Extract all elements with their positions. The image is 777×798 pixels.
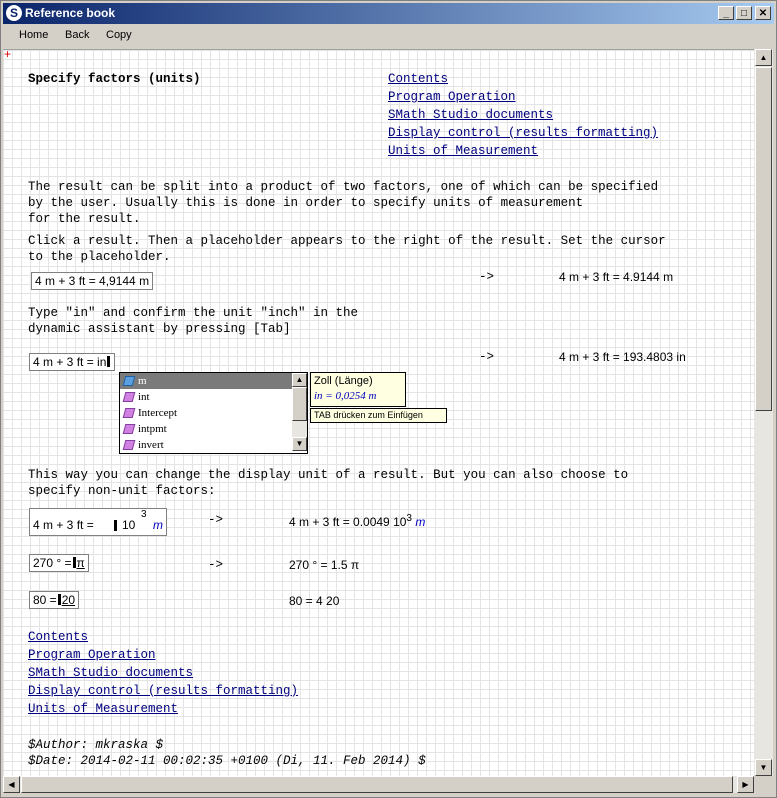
paragraph-1-line-3: for the result. [28, 212, 141, 226]
unit-icon [123, 376, 136, 386]
page-title: Specify factors (units) [28, 72, 201, 86]
maximize-button[interactable]: □ [736, 6, 752, 20]
window-title: Reference book [25, 6, 116, 20]
example-2-expr-text: 4 m + 3 ft = in [33, 355, 107, 369]
function-icon [123, 424, 136, 434]
toolbar [3, 25, 774, 47]
horizontal-scroll-thumb[interactable] [21, 776, 733, 793]
copy-button[interactable]: Copy [106, 29, 132, 41]
cursor-caret [107, 356, 110, 367]
tooltip-value: in = 0,0254 m [314, 390, 377, 402]
autocomplete-scroll-down-icon[interactable]: ▼ [292, 437, 307, 451]
paragraph-4-line-2: specify non-unit factors: [28, 484, 216, 498]
back-button[interactable]: Back [65, 29, 90, 41]
paragraph-3-line-1: Type "in" and confirm the unit "inch" in the [28, 306, 359, 320]
example-2-arrow: -> [479, 350, 495, 364]
example-1-result: 4 m + 3 ft = 4.9144 m [559, 270, 674, 284]
scroll-right-icon[interactable]: ▶ [737, 776, 754, 793]
paragraph-2-line-1: Click a result. Then a placeholder appears to the right of the result. Set the cursor [28, 234, 666, 248]
example-3-expression[interactable]: 4 m + 3 ft = 10 3 m [29, 508, 167, 536]
example-5-expression[interactable]: 80 = 20 [29, 591, 79, 609]
autocomplete-item-int[interactable]: int [120, 389, 307, 405]
title-bar[interactable] [3, 3, 774, 24]
bottom-link-display-control[interactable]: Display control (results formatting) [28, 684, 299, 698]
paragraph-1-line-2: by the user. Usually this is done in order to specify units of measurement [28, 196, 584, 210]
top-link-display-control[interactable]: Display control (results formatting) [388, 126, 659, 140]
function-icon [123, 440, 136, 450]
bottom-link-units[interactable]: Units of Measurement [28, 702, 179, 716]
close-button[interactable]: ✕ [755, 6, 771, 20]
example-3-result: 4 m + 3 ft = 0.0049 $10^3$ m [289, 513, 426, 529]
tooltip-hint: TAB drücken zum Einfügen [310, 408, 447, 423]
autocomplete-list[interactable] [119, 372, 308, 454]
top-link-program-operation[interactable]: Program Operation [388, 90, 516, 104]
top-link-units[interactable]: Units of Measurement [388, 144, 539, 158]
scroll-up-icon[interactable]: ▲ [755, 49, 772, 66]
autocomplete-scroll-thumb[interactable] [292, 387, 307, 421]
date-line: $Date: 2014-02-11 00:02:35 +0100 (Di, 11. Feb 2014) $ [28, 754, 426, 768]
size-grip[interactable] [754, 776, 773, 793]
home-button[interactable]: Home [19, 29, 49, 41]
autocomplete-item-intpmt[interactable]: intpmt [120, 421, 307, 437]
document-area[interactable] [3, 49, 754, 777]
function-icon [123, 392, 136, 402]
app-logo-icon: S [6, 5, 22, 21]
example-4-arrow: -> [208, 558, 224, 572]
top-link-contents[interactable]: Contents [388, 72, 449, 86]
paragraph-2-line-2: to the placeholder. [28, 250, 171, 264]
autocomplete-item-invert[interactable]: invert [120, 437, 307, 453]
example-2-expression[interactable] [29, 353, 115, 371]
paragraph-4-line-1: This way you can change the display unit of a result. But you can also choose to [28, 468, 629, 482]
example-2-result: 4 m + 3 ft = 193.4803 in [559, 350, 686, 364]
top-link-smath-documents[interactable]: SMath Studio documents [388, 108, 554, 122]
example-3-arrow: -> [208, 513, 224, 527]
vertical-scroll-thumb[interactable] [755, 67, 772, 411]
bottom-link-program-operation[interactable]: Program Operation [28, 648, 156, 662]
autocomplete-scrollbar[interactable] [292, 373, 307, 451]
horizontal-scrollbar[interactable] [3, 776, 754, 793]
scroll-down-icon[interactable]: ▼ [755, 759, 772, 776]
unit-tooltip [310, 372, 406, 407]
autocomplete-scroll-up-icon[interactable]: ▲ [292, 373, 307, 387]
paragraph-1-line-1: The result can be split into a product of two factors, one of which can be specified [28, 180, 659, 194]
example-1-arrow: -> [479, 270, 495, 284]
insertion-cross-icon: + [4, 49, 12, 61]
function-icon [123, 408, 136, 418]
example-4-expression[interactable]: 270 ° = π [29, 554, 89, 572]
cursor-caret [73, 557, 76, 568]
minimize-button[interactable]: _ [718, 6, 734, 20]
cursor-caret [114, 520, 117, 531]
author-line: $Author: mkraska $ [28, 738, 164, 752]
bottom-link-smath-documents[interactable]: SMath Studio documents [28, 666, 194, 680]
autocomplete-item-m[interactable]: m [120, 373, 307, 389]
paragraph-3-line-2: dynamic assistant by pressing [Tab] [28, 322, 291, 336]
tooltip-title: Zoll (Länge) [314, 375, 373, 387]
cursor-caret [58, 594, 61, 605]
vertical-scrollbar[interactable] [754, 49, 773, 776]
example-5-result: 80 = 4 20 [289, 594, 340, 608]
autocomplete-item-intercept[interactable]: Intercept [120, 405, 307, 421]
scroll-left-icon[interactable]: ◀ [3, 776, 20, 793]
example-1-expression[interactable]: 4 m + 3 ft = 4,9144 m [31, 272, 153, 290]
bottom-link-contents[interactable]: Contents [28, 630, 89, 644]
example-4-result: 270 ° = 1.5 π [289, 558, 360, 572]
